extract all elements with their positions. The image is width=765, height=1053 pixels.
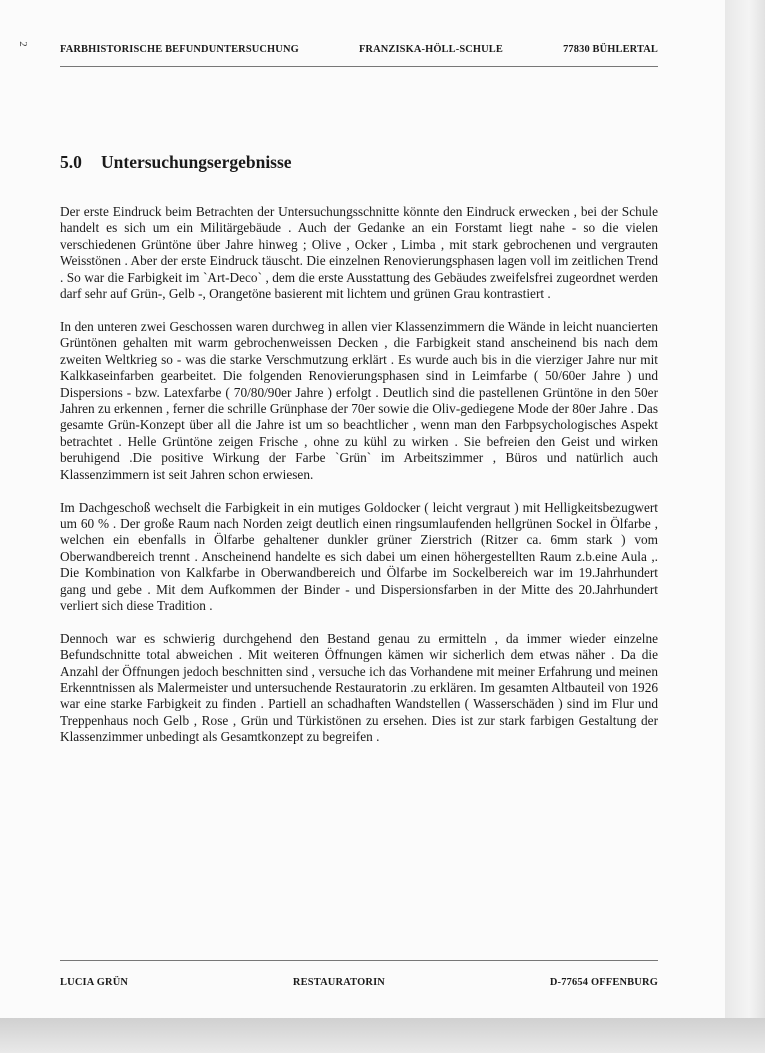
footer-divider bbox=[60, 960, 658, 961]
paragraph: Im Dachgeschoß wechselt die Farbigkeit in ein mutiges Goldocker ( leicht vergraut ) mit Helligkeitsbezugwert um 60 % . Der große Raum nach Norden zeigt deutlich einen ringsumlaufenden hellgrünen Sockel in Ölfarbe , welchen ein ebenfalls in Ölfarbe gehaltener dunkler grüner Zierstrich (Ritzer ca. 6mm stark ) vom Oberwandbereich trennt . Anscheinend handelte es sich dabei um einen höhergestellten Raum z.b.eine Aula ,. Die Kombination von Kalkfarbe in Oberwandbereich und Ölfarbe im Sockelbereich war im 19.Jahrhundert gang und gebe . Mit dem Aufkommen der Binder - und Dispersionsfarben in der Mitte des 20.Jahrhundert verliert sich diese Tradition . bbox=[60, 499, 658, 613]
header-divider bbox=[60, 66, 658, 67]
header-school: FRANZISKA-HÖLL-SCHULE bbox=[358, 44, 503, 55]
header-location: 77830 BÜHLERTAL bbox=[563, 44, 658, 55]
paragraph: Dennoch war es schwierig durchgehend den Bestand genau zu ermitteln , da immer wieder einzelne Befundschnitte total abweichen . Mit weiteren Öffnungen kämen wir sicherlich dem etwas näher . Da die Anzahl der Öffnungen jedoch beschnitten sind , versuche ich das Vorhandene mit meiner Erfahrung und meinen Erkenntnissen als Malermeister und untersuchende Restauratorin .zu erklären. Im gesamten Altbauteil von 1926 war eine starke Farbigkeit zu finden . Partiell an schadhaften Wandstellen ( Wasserschäden ) sind im Flur und Treppenhaus noch Gelb , Rose , Grün und Türkistönen zu ersehen. Dies ist zur stark farbigen Gestaltung der Klassenzimmer unbedingt als Gesamtkonzept zu begreifen . bbox=[60, 630, 658, 745]
page-header bbox=[60, 44, 658, 55]
body-text bbox=[60, 204, 658, 762]
footer-name: LUCIA GRÜN bbox=[60, 977, 129, 988]
scan-edge-bottom bbox=[0, 1018, 765, 1053]
section-number: 5.0 bbox=[60, 152, 82, 172]
paragraph: In den unteren zwei Geschossen waren durchweg in allen vier Klassenzimmern die Wände in leicht nuancierten Grüntönen gehalten mit warm gebrochenweissen Decken , die Farbigkeit stand anscheinend bis nach dem zweiten Weltkrieg so - was die starke Verschmutzung erklärt . Es wurde auch bis in die vierziger Jahre nur mit Kalkkaseinfarben gearbeitet. Die folgenden Renovierungsphasen sind in Leimfarbe ( 50/60er Jahre ) und Dispersions - bzw. Latexfarbe ( 70/80/90er Jahre ) erfolgt . Deutlich sind die pastellenen Grüntöne in den 50er Jahren zu erkennen , ferner die schrille Grünphase der 70er sowie die Oliv-gediegene Mode der 80er Jahre . Das gesamte Grün-Konzept über all die Jahre ist um so beachtlicher , wenn man den Farbpsychologisches Aspekt betrachtet . Helle Grüntöne zeigen Frische , ohne zu kühl zu wirken . Sie befreien den Geist und wirken beruhigend .Die positive Wirkung der Farbe `Grün` im Arbeitszimmer , Büros und natürlich auch Klassenzimmern ist seit Jahren schon erwiesen. bbox=[60, 318, 658, 482]
page-footer bbox=[60, 977, 658, 988]
section-heading bbox=[60, 152, 292, 173]
footer-role: RESTAURATORIN bbox=[292, 977, 386, 988]
page-marker: 2 bbox=[16, 41, 29, 47]
header-title: FARBHISTORISCHE BEFUNDUNTERSUCHUNG bbox=[60, 44, 299, 55]
paragraph: Der erste Eindruck beim Betrachten der Untersuchungsschnitte könnte den Eindruck erwecken , bei der Schule handelt es sich um ein Militärgebäude . Auch der Gedanke an ein Forstamt liegt nahe - so die vielen verschiedenen Grüntöne über Jahre hinweg ; Olive , Ocker , Limba , mit stark gebrochenen und vergrauten Weisstönen . Aber der erste Eindruck täuscht. Die einzelnen Renovierungsphasen lagen voll im zeitlichen Trend . So war die Farbigkeit im `Art-Deco` , dem die erste Ausstattung des Gebäudes zweifelsfrei zugeordnet werden darf sehr auf Grün-, Gelb -, Orangetöne basierent mit lichtem und grünen Grau kontrastiert . bbox=[60, 204, 658, 302]
scan-edge-right bbox=[725, 0, 765, 1053]
section-title: Untersuchungsergebnisse bbox=[101, 152, 292, 172]
footer-address: D-77654 OFFENBURG bbox=[549, 977, 658, 988]
